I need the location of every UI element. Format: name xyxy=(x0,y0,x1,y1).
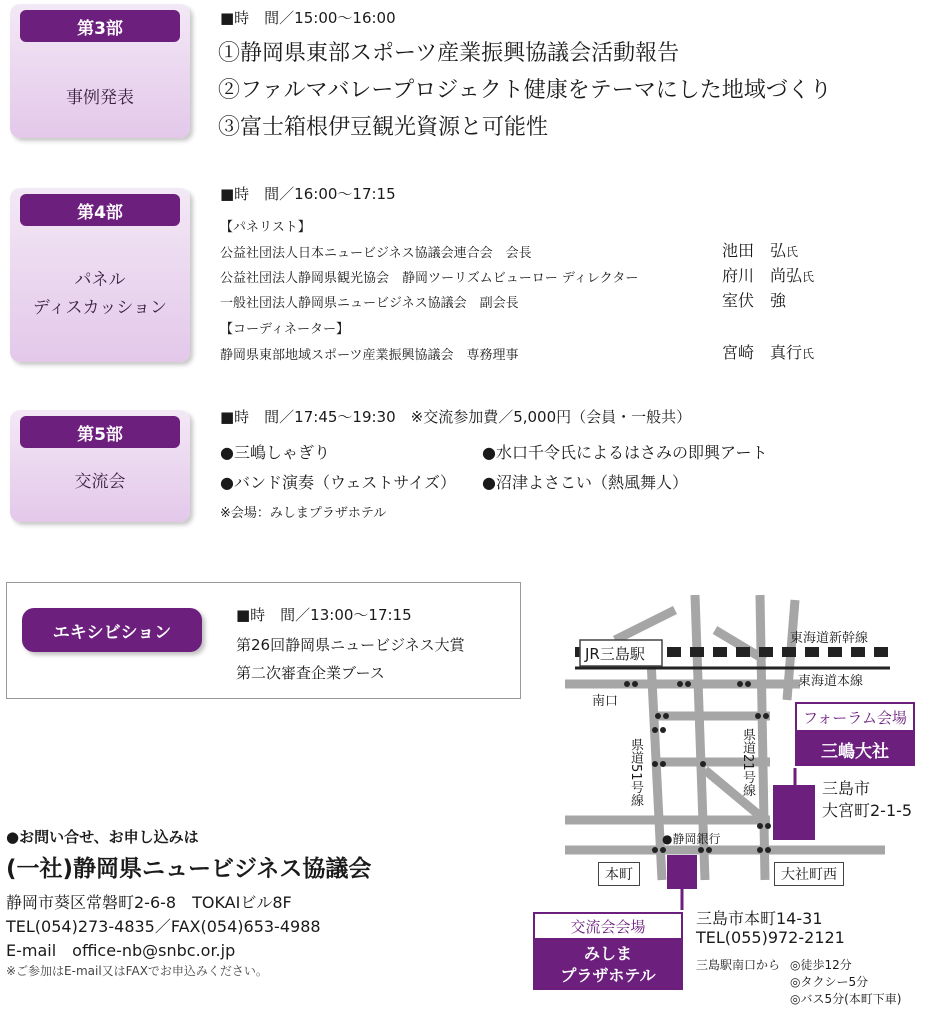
part5-venue: ※会場：みしまプラザホテル xyxy=(220,506,387,521)
part4-number: 第4部 xyxy=(20,194,180,226)
contact-address: 静岡市葵区常磐町2-6-8 TOKAIビル8F xyxy=(6,893,292,912)
panelist-1-org: 公益社団法人日本ニュービジネス協議会連合会 会長 xyxy=(220,246,532,261)
forum-address-2: 大宮町2-1-5 xyxy=(822,801,913,820)
part5-number: 第5部 xyxy=(20,416,180,448)
panelist-2-org: 公益社団法人静岡県観光協会 静岡ツーリズムビューロー ディレクター xyxy=(220,271,639,286)
map-station-label: JR三島駅 xyxy=(585,645,645,663)
party-venue-label: 交流会会場 xyxy=(533,912,683,940)
panelist-1-name: 池田 弘氏 xyxy=(722,241,799,260)
exhibition-line1: 第26回静岡県ニュービジネス大賞 xyxy=(236,636,465,654)
part3-item-3: ③富士箱根伊豆観光資源と可能性 xyxy=(218,115,549,140)
hotel-tel: TEL(055)972-2121 xyxy=(696,928,845,947)
contact-org: (一社)静岡県ニュービジネス協議会 xyxy=(6,856,372,882)
part5-bullet-4: ●沼津よさこい（熱風舞人） xyxy=(482,473,688,492)
map-taishamachi-label: 大社町西 xyxy=(774,862,844,886)
contact-note: ※ご参加はE-mail又はFAXでお申込みください。 xyxy=(6,964,268,978)
map-south-exit-label: 南口 xyxy=(592,694,619,709)
map-route21-label: 県道21号線 xyxy=(740,728,755,797)
part3-item-1: ①静岡県東部スポーツ産業振興協議会活動報告 xyxy=(218,41,680,66)
part5-title: 交流会 xyxy=(74,472,126,492)
party-venue-name-1: みしま xyxy=(583,944,632,963)
access-walk: ◎徒歩12分 xyxy=(790,958,852,972)
map-route51-label: 県道51号線 xyxy=(628,738,643,807)
contact-heading: ●お問い合せ、お申し込みは xyxy=(6,828,199,846)
part3-item-2: ②ファルマバレープロジェクト健康をテーマにした地域づくり xyxy=(218,78,832,103)
part5-time: ■時 間／17:45〜19:30 ※交流参加費／5,000円（会員・一般共） xyxy=(220,408,692,426)
part5-box xyxy=(10,410,190,522)
contact-email: E-mail office-nb@snbc.or.jp xyxy=(6,941,236,960)
part3-number: 第3部 xyxy=(20,10,180,42)
panelists-heading: 【パネリスト】 xyxy=(220,220,311,235)
access-heading: 三島駅南口から xyxy=(696,958,781,972)
part4-title-line2: ディスカッション xyxy=(32,298,168,318)
contact-tel-fax: TEL(054)273-4835／FAX(054)653-4988 xyxy=(6,917,321,936)
map-shinkansen-label: 東海道新幹線 xyxy=(790,631,869,646)
part5-bullet-1: ●三嶋しゃぎり xyxy=(220,443,330,462)
panelist-3-org: 一般社団法人静岡県ニュービジネス協議会 副会長 xyxy=(220,296,519,311)
exhibition-time: ■時 間／13:00〜17:15 xyxy=(236,606,412,624)
forum-venue-label: フォーラム会場 xyxy=(795,702,915,732)
exhibition-line2: 第二次審査企業ブース xyxy=(236,664,385,682)
part3-time: ■時 間／15:00〜16:00 xyxy=(220,9,396,27)
coordinator-name: 宮崎 真行氏 xyxy=(722,343,815,362)
forum-address-1: 三島市 xyxy=(822,779,871,798)
part3-box xyxy=(10,4,190,138)
access-bus: ◎バス5分(本町下車) xyxy=(790,992,902,1006)
part4-title-line1: パネル xyxy=(74,270,126,290)
forum-venue-name: 三嶋大社 xyxy=(795,732,915,766)
panelist-2-name: 府川 尚弘氏 xyxy=(722,266,815,285)
map-honsen-label: 東海道本線 xyxy=(798,674,864,689)
coordinator-org: 静岡県東部地域スポーツ産業振興協議会 専務理事 xyxy=(220,348,519,363)
map-honmachi-label: 本町 xyxy=(598,862,640,886)
party-venue-name xyxy=(533,940,683,990)
coordinator-heading: 【コーディネーター】 xyxy=(220,322,349,337)
part3-title: 事例発表 xyxy=(66,88,134,108)
part5-bullet-2: ●水口千令氏によるはさみの即興アート xyxy=(482,443,768,462)
panelist-3-name: 室伏 強 xyxy=(722,291,787,310)
hotel-address: 三島市本町14-31 xyxy=(696,909,823,928)
part4-time: ■時 間／16:00〜17:15 xyxy=(220,185,396,203)
party-venue-name-2: プラザホテル xyxy=(560,966,656,985)
map-bank-label: ●静岡銀行 xyxy=(662,832,721,846)
part5-bullet-3: ●バンド演奏（ウェストサイズ） xyxy=(220,473,457,492)
exhibition-label: エキシビション xyxy=(22,608,202,652)
part4-box xyxy=(10,188,190,362)
access-taxi: ◎タクシー5分 xyxy=(790,975,869,989)
